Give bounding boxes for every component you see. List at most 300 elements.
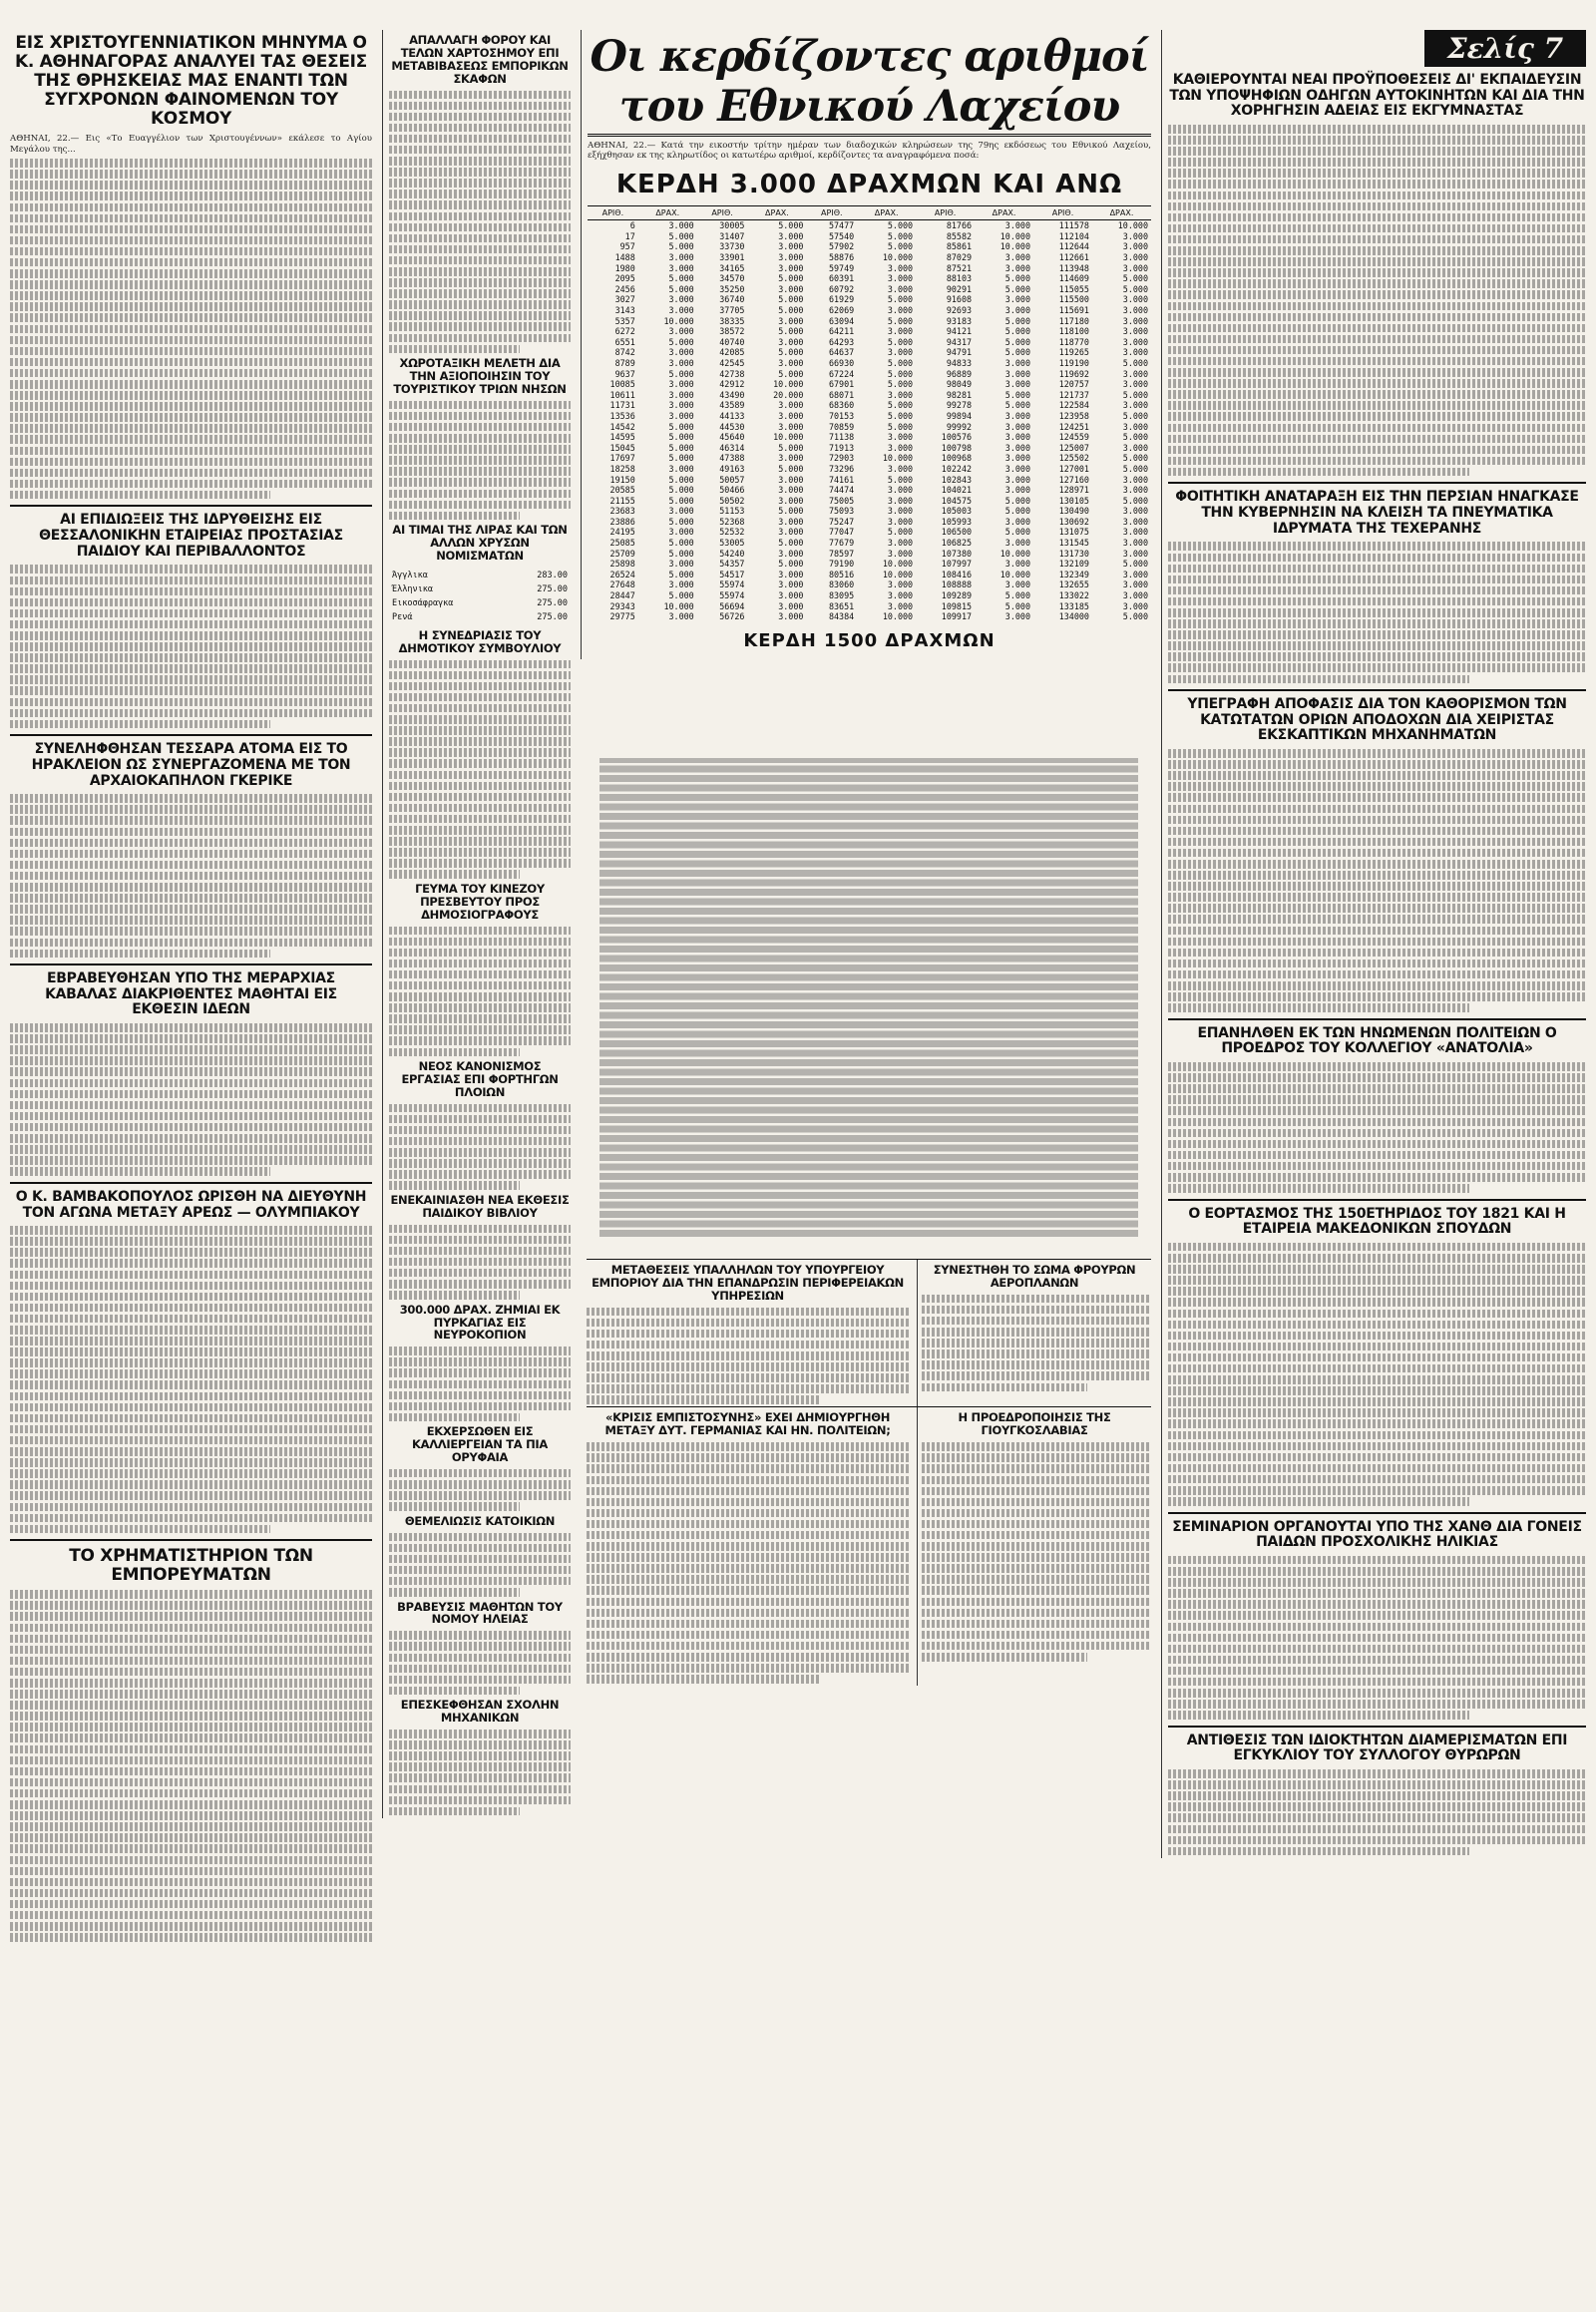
lottery-prize: 3.000 — [887, 389, 914, 400]
lottery-prize: 3.000 — [1122, 252, 1148, 263]
lottery-prize: 3.000 — [668, 379, 694, 390]
lottery-prize: 5.000 — [1004, 336, 1031, 347]
lottery-number: 108416 — [941, 569, 973, 579]
lottery-number: 56726 — [719, 611, 745, 622]
headline-kavala-students: ΕΒΡΑΒΕΥΘΗΣΑΝ ΥΠΟ ΤΗΣ ΜΕΡΑΡΧΙΑΣ ΚΑΒΑΛΑΣ ΔΙΑΚΡΙΘΕΝΤΕΣ ΜΑΘΗΤΑΙ ΕΙΣ ΕΚΘΕΣΙΝ ΙΔΕΩΝ — [45, 970, 337, 1018]
lottery-number: 92693 — [946, 305, 973, 316]
lottery-prize: 5.000 — [1122, 432, 1148, 443]
lottery-number: 77047 — [828, 527, 855, 538]
lottery-prize: 5.000 — [668, 495, 694, 506]
headline-drivers: ΚΑΘΙΕΡΟΥΝΤΑΙ ΝΕΑΙ ΠΡΟΫΠΟΘΕΣΕΙΣ ΔΙ' ΕΚΠΑΙΔΕΥΣΙΝ ΤΩΝ ΥΠΟΨΗΦΙΩΝ ΟΔΗΓΩΝ ΑΥΤΟΚΙΝΗΤΩΝ ΚΑΙ ΔΙΑ ΤΗΝ ΧΟΡΗΓΗΣΙΝ ΑΔΕΙΑΣ ΕΙΣ ΕΚΓΥΜΝΑΣΤΑΣ — [1169, 72, 1585, 120]
lottery-number: 85861 — [946, 241, 973, 252]
lottery-prize: 10.000 — [1117, 220, 1148, 231]
lottery-number: 26524 — [609, 569, 635, 579]
lottery-prize: 3.000 — [668, 347, 694, 358]
article-body — [10, 159, 372, 499]
lottery-prize: 3.000 — [778, 357, 804, 368]
lottery-number: 119265 — [1058, 347, 1089, 358]
lottery-number: 104575 — [941, 495, 973, 506]
lottery-number: 84384 — [828, 611, 855, 622]
lottery-prize: 5.000 — [1004, 326, 1031, 337]
lottery-number: 13536 — [609, 410, 635, 421]
lottery-prize: 3.000 — [887, 347, 914, 358]
lottery-number: 102843 — [941, 474, 973, 485]
lottery-number: 29775 — [609, 611, 635, 622]
th-dr: ΔΡΑΧ. — [638, 205, 697, 219]
lottery-number: 44133 — [719, 410, 745, 421]
article-body — [389, 1104, 571, 1190]
lottery-number: 124251 — [1058, 421, 1089, 432]
lottery-number: 88103 — [946, 273, 973, 284]
lottery-prize: 3.000 — [1004, 453, 1031, 464]
lottery-number: 59749 — [828, 262, 855, 273]
lottery-prize: 3.000 — [778, 485, 804, 496]
headline-council: Η ΣΥΝΕΔΡΙΑΣΙΣ ΤΟΥ ΔΗΜΟΤΙΚΟΥ ΣΥΜΒΟΥΛΙΟΥ — [398, 627, 562, 655]
lottery-number: 47388 — [719, 453, 745, 464]
lottery-number: 52532 — [719, 527, 745, 538]
lottery-number: 117180 — [1058, 315, 1089, 326]
lottery-prize: 3.000 — [887, 432, 914, 443]
lottery-number: 33730 — [719, 241, 745, 252]
lottery-number: 57477 — [828, 220, 855, 231]
lottery-prize: 5.000 — [778, 220, 804, 231]
lottery-number: 2095 — [614, 273, 635, 284]
lottery-number: 28447 — [609, 590, 635, 601]
lottery-row — [588, 517, 1151, 528]
th-num: ΑΡΙΘ. — [1033, 205, 1092, 219]
price-row: Εικοσάφραγκα 275.00 — [392, 597, 568, 608]
lottery-number: 15045 — [609, 442, 635, 453]
lottery-number: 121737 — [1058, 389, 1089, 400]
lottery-number: 55974 — [719, 590, 745, 601]
lottery-number: 57902 — [828, 241, 855, 252]
lottery-prize: 5.000 — [1004, 389, 1031, 400]
lottery-prize: 3.000 — [668, 579, 694, 590]
lottery-prize: 3.000 — [1004, 357, 1031, 368]
lottery-number: 71913 — [828, 442, 855, 453]
lottery-number: 93183 — [946, 315, 973, 326]
th-num: ΑΡΙΘ. — [916, 205, 975, 219]
lottery-prize: 3.000 — [778, 336, 804, 347]
lottery-number: 105003 — [941, 506, 973, 517]
lottery-prize: 3.000 — [778, 611, 804, 622]
headline-referee: Ο Κ. ΒΑΜΒΑΚΟΠΟΥΛΟΣ ΩΡΙΣΘΗ ΝΑ ΔΙΕΥΘΥΝΗ ΤΟΝ ΑΓΩΝΑ ΜΕΤΑΞΥ ΑΡΕΩΣ — ΟΛΥΜΠΙΑΚΟΥ — [15, 1188, 367, 1221]
lottery-number: 17697 — [609, 453, 635, 464]
lottery-number: 125502 — [1058, 453, 1089, 464]
lottery-number: 100968 — [941, 453, 973, 464]
lottery-prize: 5.000 — [1004, 600, 1031, 611]
lottery-number: 100576 — [941, 432, 973, 443]
lottery-prize: 5.000 — [887, 400, 914, 411]
lottery-prize: 5.000 — [668, 569, 694, 579]
headline-athenagoras: ΕΙΣ ΧΡΙΣΤΟΥΓΕΝΝΙΑΤΙΚΟΝ ΜΗΝΥΜΑ Ο Κ. ΑΘΗΝΑΓΟΡΑΣ ΑΝΑΛΥΕΙ ΤΑΣ ΘΕΣΕΙΣ ΤΗΣ ΘΡΗΣΚΕΙΑΣ ΜΑΣ ΕΝΑΝΤΙ ΤΩΝ ΣΥΓΧΡΟΝΩΝ ΦΑΙΝΟΜΕΝΩΝ ΤΟΥ ΚΟΣΜΟΥ — [15, 33, 367, 130]
lottery-prize: 3.000 — [887, 548, 914, 559]
lottery-prize: 5.000 — [1122, 495, 1148, 506]
article-body — [389, 1469, 571, 1511]
lottery-prize: 3.000 — [778, 495, 804, 506]
lottery-number: 115691 — [1058, 305, 1089, 316]
headline-persia-students: ΦΟΙΤΗΤΙΚΗ ΑΝΑΤΑΡΑΞΗ ΕΙΣ ΤΗΝ ΠΕΡΣΙΑΝ ΗΝΑΓΚΑΣΕ ΤΗΝ ΚΥΒΕΡΝΗΣΙΝ ΝΑ ΚΛΕΙΣΗ ΤΑ ΠΝΕΥΜΑΤΙΚΑ ΙΔΡΥΜΑΤΑ ΤΗΣ ΤΕΧΕΡΑΝΗΣ — [1175, 489, 1579, 537]
lottery-prize: 3.000 — [1004, 220, 1031, 231]
lottery-number: 50466 — [719, 485, 745, 496]
article-body — [1168, 542, 1586, 683]
article-body — [389, 401, 571, 520]
lottery-number: 17 — [624, 230, 635, 241]
lottery-number: 100798 — [941, 442, 973, 453]
lottery-prize: 3.000 — [668, 559, 694, 570]
headline-fire-damages: 300.000 ΔΡΑΧ. ΖΗΜΙΑΙ ΕΚ ΠΥΡΚΑΓΙΑΣ ΕΙΣ ΝΕΥΡΟΚΟΠΙΟΝ — [399, 1302, 561, 1343]
lottery-number: 25898 — [609, 559, 635, 570]
lottery-prize: 3.000 — [778, 453, 804, 464]
lottery-number: 55974 — [719, 579, 745, 590]
th-dr: ΔΡΑΧ. — [747, 205, 806, 219]
article-body — [389, 1225, 571, 1300]
lottery-number: 44530 — [719, 421, 745, 432]
lottery-number: 34165 — [719, 262, 745, 273]
lottery-prize: 3.000 — [668, 611, 694, 622]
lottery-number: 10611 — [609, 389, 635, 400]
lottery-prize: 5.000 — [1122, 410, 1148, 421]
headline-engineering-school: ΕΠΕΣΚΕΦΘΗΣΑΝ ΣΧΟΛΗΝ ΜΗΧΑΝΙΚΩΝ — [400, 1698, 560, 1726]
lottery-number: 63094 — [828, 315, 855, 326]
lottery-row — [588, 506, 1151, 517]
lottery-prize: 3.000 — [1122, 516, 1148, 527]
lottery-number: 79190 — [828, 559, 855, 570]
lottery-number: 38335 — [719, 315, 745, 326]
lottery-prize: 5.000 — [668, 241, 694, 252]
lottery-number: 42545 — [719, 357, 745, 368]
lottery-number: 134000 — [1058, 611, 1089, 622]
lottery-number: 49163 — [719, 463, 745, 474]
lottery-prize: 3.000 — [668, 400, 694, 411]
lottery-row — [588, 421, 1151, 432]
lottery-prize: 3.000 — [1122, 315, 1148, 326]
lottery-prize: 3.000 — [778, 410, 804, 421]
lottery-row — [588, 219, 1151, 230]
lottery-row — [588, 495, 1151, 506]
lottery-number: 60391 — [828, 273, 855, 284]
lottery-number: 53005 — [719, 538, 745, 549]
lottery-number: 54517 — [719, 569, 745, 579]
th-num: ΑΡΙΘ. — [806, 205, 857, 219]
th-dr: ΔΡΑΧ. — [857, 205, 916, 219]
lottery-number: 130692 — [1058, 516, 1089, 527]
th-dr: ΔΡΑΧ. — [975, 205, 1033, 219]
lottery-prize: 5.000 — [668, 442, 694, 453]
lottery-number: 51153 — [719, 506, 745, 517]
lottery-prize: 5.000 — [1122, 273, 1148, 284]
lottery-number: 75093 — [828, 506, 855, 517]
lottery-prize: 5.000 — [887, 474, 914, 485]
lottery-number: 1980 — [614, 262, 635, 273]
lottery-number: 64211 — [828, 326, 855, 337]
lottery-number: 29343 — [609, 600, 635, 611]
lottery-number: 57540 — [828, 230, 855, 241]
article-body — [389, 1730, 571, 1815]
lottery-prize: 3.000 — [887, 538, 914, 549]
lottery-prize: 5.000 — [887, 379, 914, 390]
lottery-number: 130490 — [1058, 506, 1089, 517]
lottery-number: 72903 — [828, 453, 855, 464]
lottery-number: 132655 — [1058, 579, 1089, 590]
article-body — [587, 1442, 909, 1683]
headline-transfers: ΜΕΤΑΘΕΣΕΙΣ ΥΠΑΛΛΗΛΩΝ ΤΟΥ ΥΠΟΥΡΓΕΙΟΥ ΕΜΠΟΡΙΟΥ ΔΙΑ ΤΗΝ ΕΠΑΝΔΡΩΣΙΝ ΠΕΡΙΦΕΡΕΙΑΚΩΝ ΥΠΗΡΕΣΙΩΝ — [592, 1263, 904, 1303]
lottery-prize: 3.000 — [1004, 538, 1031, 549]
price-row: Άγγλικα 283.00 — [392, 570, 568, 580]
lottery-prize: 3.000 — [668, 305, 694, 316]
lottery-prize: 3.000 — [1122, 379, 1148, 390]
lottery-prize: 3.000 — [778, 400, 804, 411]
lottery-prize: 5.000 — [668, 368, 694, 379]
lottery-number: 112661 — [1058, 252, 1089, 263]
lottery-prize: 5.000 — [668, 336, 694, 347]
lottery-prize: 3.000 — [668, 527, 694, 538]
lottery-prize: 5.000 — [887, 368, 914, 379]
lottery-row — [588, 453, 1151, 464]
lottery-prize: 3.000 — [887, 326, 914, 337]
lottery-number: 83651 — [828, 600, 855, 611]
lottery-table-body — [588, 219, 1151, 621]
lottery-number: 108888 — [941, 579, 973, 590]
lottery-number: 31407 — [719, 230, 745, 241]
lottery-prize: 3.000 — [778, 579, 804, 590]
lottery-number: 131075 — [1058, 527, 1089, 538]
column-lottery — [581, 30, 1157, 659]
lottery-row — [588, 231, 1151, 242]
lottery-number: 3027 — [614, 294, 635, 305]
lottery-number: 66930 — [828, 357, 855, 368]
lottery-prize: 3.000 — [1122, 336, 1148, 347]
lottery-number: 113948 — [1058, 262, 1089, 273]
lottery-number: 1488 — [614, 252, 635, 263]
lottery-prize: 5.000 — [1004, 400, 1031, 411]
lottery-prize: 5.000 — [778, 273, 804, 284]
lottery-number: 98049 — [946, 379, 973, 390]
lottery-number: 112104 — [1058, 230, 1089, 241]
lottery-prize: 5.000 — [887, 230, 914, 241]
lottery-row — [588, 611, 1151, 622]
lottery-number: 6551 — [614, 336, 635, 347]
lottery-prize: 3.000 — [1004, 432, 1031, 443]
lottery-prize: 3.000 — [1122, 421, 1148, 432]
lottery-number: 70153 — [828, 410, 855, 421]
lottery-prize: 3.000 — [668, 506, 694, 517]
lottery-number: 50057 — [719, 474, 745, 485]
lottery-prize: 3.000 — [1004, 485, 1031, 496]
lottery-prize: 3.000 — [668, 389, 694, 400]
lottery-prize: 10.000 — [663, 600, 694, 611]
lottery-prize: 3.000 — [1122, 485, 1148, 496]
lottery-prize: 3.000 — [778, 548, 804, 559]
lottery-prize: 3.000 — [778, 569, 804, 579]
lottery-prize: 3.000 — [1004, 463, 1031, 474]
lottery-prize: 3.000 — [1122, 400, 1148, 411]
lottery-prize: 5.000 — [778, 326, 804, 337]
lottery-row — [588, 474, 1151, 485]
lottery-number: 6272 — [614, 326, 635, 337]
lottery-prize: 5.000 — [778, 538, 804, 549]
lottery-number: 30005 — [719, 220, 745, 231]
lottery-prize: 5.000 — [668, 421, 694, 432]
lottery-prize: 3.000 — [1122, 347, 1148, 358]
lottery-number: 111578 — [1058, 220, 1089, 231]
lottery-number: 11731 — [609, 400, 635, 411]
article-body — [10, 565, 372, 728]
lottery-prize: 5.000 — [668, 485, 694, 496]
lottery-prize: 5.000 — [778, 463, 804, 474]
lottery-number: 105993 — [941, 516, 973, 527]
lottery-prize: 3.000 — [778, 241, 804, 252]
lottery-prize: 3.000 — [1122, 569, 1148, 579]
lottery-prize: 10.000 — [999, 569, 1031, 579]
lottery-prize: 3.000 — [887, 506, 914, 517]
lottery-prize: 5.000 — [1004, 495, 1031, 506]
gold-price-table — [389, 568, 571, 625]
lottery-number: 68071 — [828, 389, 855, 400]
lottery-number: 130105 — [1058, 495, 1089, 506]
lottery-prize: 5.000 — [1004, 506, 1031, 517]
lottery-number: 19150 — [609, 474, 635, 485]
lottery-prize: 5.000 — [887, 410, 914, 421]
lottery-heading-1500: ΚΕΡΔΗ 1500 ΔΡΑΧΜΩΝ — [743, 629, 996, 651]
headline-wages-decision: ΥΠΕΓΡΑΦΗ ΑΠΟΦΑΣΙΣ ΔΙΑ ΤΟΝ ΚΑΘΟΡΙΣΜΟΝ ΤΩΝ ΚΑΤΩΤΑΤΩΝ ΟΡΙΩΝ ΑΠΟΔΟΧΩΝ ΔΙΑ ΧΕΙΡΙΣΤΑΣ ΕΚΣΚΑΠΤΙΚΩΝ ΜΗΧΑΝΗΜΑΤΩΝ — [1187, 696, 1567, 744]
lottery-prize: 3.000 — [1122, 506, 1148, 517]
lottery-prize: 5.000 — [778, 442, 804, 453]
lottery-number: 133185 — [1058, 600, 1089, 611]
article-body — [10, 1590, 372, 1941]
lottery-number: 52368 — [719, 516, 745, 527]
lottery-prize: 3.000 — [778, 516, 804, 527]
lottery-prize: 3.000 — [1004, 611, 1031, 622]
lottery-prize: 3.000 — [1004, 262, 1031, 273]
article-body — [389, 1347, 571, 1421]
headline-student-awards: ΒΡΑΒΕΥΣΙΣ ΜΑΘΗΤΩΝ ΤΟΥ ΝΟΜΟΥ ΗΛΕΙΑΣ — [397, 1599, 563, 1627]
lottery-prize: 5.000 — [668, 230, 694, 241]
lottery-prize: 5.000 — [778, 559, 804, 570]
lottery-prize: 5.000 — [1004, 315, 1031, 326]
article-body — [10, 794, 372, 958]
lottery-row — [588, 432, 1151, 443]
lottery-prize: 3.000 — [778, 262, 804, 273]
headline-150th-anniversary: Ο ΕΟΡΤΑΣΜΟΣ ΤΗΣ 150ΕΤΗΡΙΔΟΣ ΤΟΥ 1821 ΚΑΙ Η ΕΤΑΙΡΕΙΑ ΜΑΚΕΔΟΝΙΚΩΝ ΣΠΟΥΔΩΝ — [1188, 1205, 1566, 1238]
lottery-row — [588, 284, 1151, 295]
lottery-prize: 3.000 — [1122, 241, 1148, 252]
lottery-number: 94791 — [946, 347, 973, 358]
lottery-row — [588, 262, 1151, 273]
lottery-number: 71138 — [828, 432, 855, 443]
lottery-lead: ΑΘΗΝΑΙ, 22.— Κατά την εικοστήν τρίτην ημέραν των διαδοχικών κληρώσεων της 79ης εκδόσεως του Εθνικού Λαχείου, εξήχθησαν εκ της κληρωτίδος οι κατωτέρω αριθμοί, κερδίζοντες τα αναγραφόμενα ποσά: — [588, 141, 1151, 162]
lottery-number: 118770 — [1058, 336, 1089, 347]
lottery-number: 25709 — [609, 548, 635, 559]
lottery-number: 85582 — [946, 230, 973, 241]
lottery-number: 36740 — [719, 294, 745, 305]
th-num: ΑΡΙΘ. — [588, 205, 638, 219]
lottery-prize: 10.000 — [999, 230, 1031, 241]
lottery-prize: 3.000 — [1004, 559, 1031, 570]
lottery-prize: 3.000 — [668, 294, 694, 305]
lottery-prize: 3.000 — [887, 273, 914, 284]
lottery-number: 67224 — [828, 368, 855, 379]
lottery-prize: 5.000 — [1122, 453, 1148, 464]
lottery-prize: 5.000 — [1004, 590, 1031, 601]
lottery-number: 102242 — [941, 463, 973, 474]
lottery-prize: 5.000 — [668, 548, 694, 559]
lottery-number: 78597 — [828, 548, 855, 559]
lottery-prize: 5.000 — [778, 294, 804, 305]
article-body — [10, 1226, 372, 1533]
lottery-number: 123958 — [1058, 410, 1089, 421]
lottery-row — [588, 590, 1151, 601]
lottery-number: 75247 — [828, 516, 855, 527]
lottery-number: 24195 — [609, 527, 635, 538]
lottery-prize: 10.000 — [773, 379, 804, 390]
lottery-number: 91608 — [946, 294, 973, 305]
lottery-row — [588, 368, 1151, 379]
lottery-number: 20585 — [609, 485, 635, 496]
lottery-prize: 3.000 — [668, 410, 694, 421]
lottery-number: 131730 — [1058, 548, 1089, 559]
lottery-number: 14595 — [609, 432, 635, 443]
lottery-prize: 5.000 — [668, 273, 694, 284]
lottery-prize: 3.000 — [668, 220, 694, 231]
lottery-number: 87029 — [946, 252, 973, 263]
article-body — [587, 1308, 909, 1404]
lottery-prize: 5.000 — [887, 421, 914, 432]
lottery-row — [588, 442, 1151, 453]
lottery-prize: 3.000 — [887, 463, 914, 474]
article-body — [1168, 1769, 1586, 1855]
lottery-row — [588, 538, 1151, 549]
lottery-number: 8789 — [614, 357, 635, 368]
lottery-number: 43490 — [719, 389, 745, 400]
lottery-number: 131545 — [1058, 538, 1089, 549]
lottery-number: 99894 — [946, 410, 973, 421]
lottery-prize: 5.000 — [668, 538, 694, 549]
lottery-prize: 3.000 — [1122, 262, 1148, 273]
lottery-prize: 5.000 — [887, 527, 914, 538]
lottery-number: 125007 — [1058, 442, 1089, 453]
article-body — [918, 1295, 1151, 1391]
lottery-number: 83095 — [828, 590, 855, 601]
lottery-number: 75005 — [828, 495, 855, 506]
lottery-prize: 5.000 — [887, 241, 914, 252]
lottery-number: 81766 — [946, 220, 973, 231]
lottery-prize: 3.000 — [778, 421, 804, 432]
lottery-prize: 3.000 — [778, 230, 804, 241]
lottery-number: 3143 — [614, 305, 635, 316]
article-body — [1168, 125, 1586, 476]
lottery-prize: 5.000 — [887, 220, 914, 231]
lottery-number: 74161 — [828, 474, 855, 485]
headline-ship-regulation: ΝΕΟΣ ΚΑΝΟΝΙΣΜΟΣ ΕΡΓΑΣΙΑΣ ΕΠΙ ΦΟΡΤΗΓΩΝ ΠΛΟΙΩΝ — [401, 1059, 559, 1099]
lottery-row — [588, 315, 1151, 326]
lottery-row — [588, 273, 1151, 284]
lottery-number: 23683 — [609, 506, 635, 517]
headline-guards: ΣΥΝΕΣΤΗΘΗ ΤΟ ΣΩΜΑ ΦΡΟΥΡΩΝ ΑΕΡΟΠΛΑΝΩΝ — [933, 1263, 1136, 1290]
headline-yugoslavia: Η ΠΡΟΕΔΡΟΠΟΙΗΣΙΣ ΤΗΣ ΓΙΟΥΓΚΟΣΛΑΒΙΑΣ — [958, 1410, 1111, 1438]
lottery-number: 94317 — [946, 336, 973, 347]
lottery-number: 38572 — [719, 326, 745, 337]
lottery-row — [588, 379, 1151, 390]
headline-anatolia-college: ΕΠΑΝΗΛΘΕΝ ΕΚ ΤΩΝ ΗΝΩΜΕΝΩΝ ΠΟΛΙΤΕΙΩΝ Ο ΠΡΟΕΔΡΟΣ ΤΟΥ ΚΟΛΛΕΓΙΟΥ «ΑΝΑΤΟΛΙΑ» — [1197, 1024, 1557, 1057]
article-body — [10, 1023, 372, 1176]
lottery-prize: 3.000 — [887, 442, 914, 453]
lottery-prize: 3.000 — [778, 600, 804, 611]
article-body — [389, 660, 571, 879]
lottery-prize: 3.000 — [1122, 326, 1148, 337]
headline-commodities-exchange: ΤΟ ΧΡΗΜΑΤΙΣΤΗΡΙΟΝ ΤΩΝ ΕΜΠΟΡΕΥΜΑΤΩΝ — [69, 1546, 313, 1586]
headline-gold-prices: ΑΙ ΤΙΜΑΙ ΤΗΣ ΛΙΡΑΣ ΚΑΙ ΤΩΝ ΑΛΛΩΝ ΧΡΥΣΩΝ ΝΟΜΙΣΜΑΤΩΝ — [392, 523, 568, 563]
